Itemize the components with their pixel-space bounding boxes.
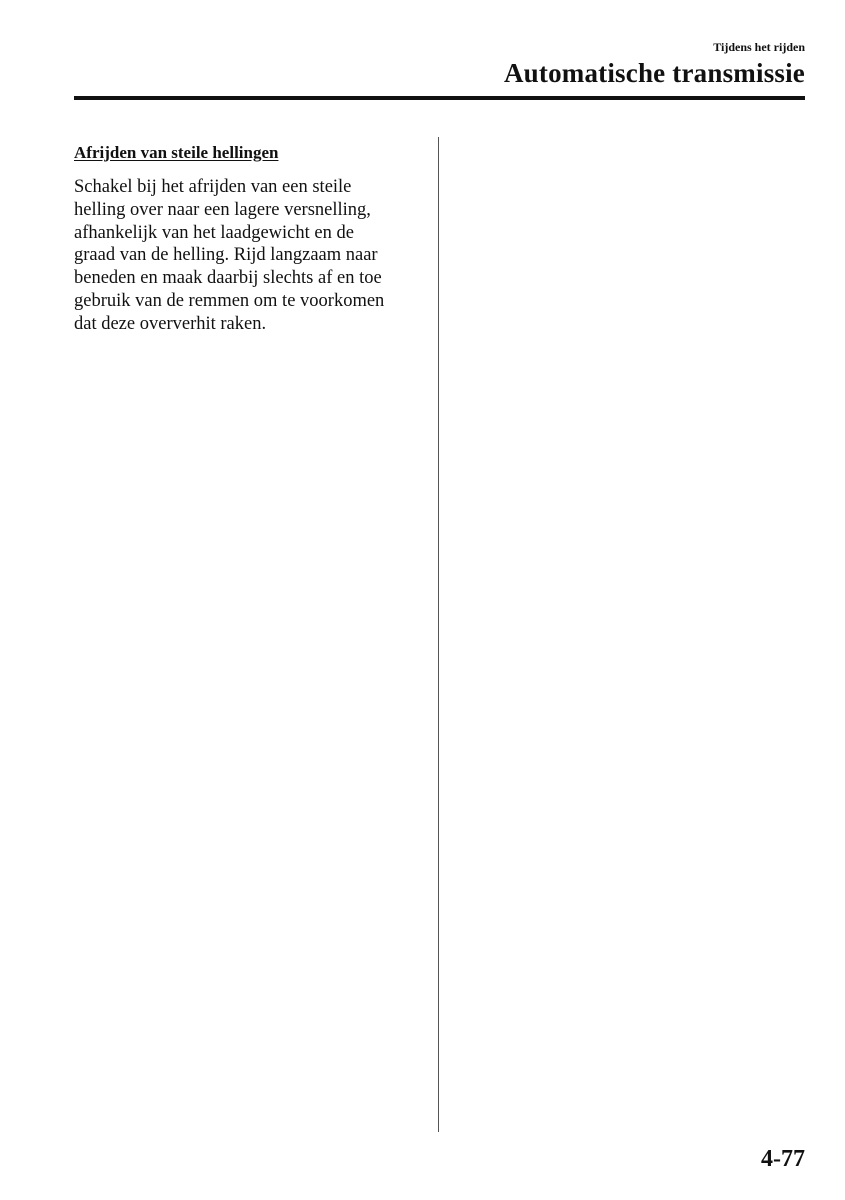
chapter-name: Tijdens het rijden — [713, 40, 805, 54]
page-number: 4-77 — [761, 1146, 805, 1172]
page-header — [504, 40, 805, 89]
left-column — [74, 142, 424, 336]
column-divider — [438, 137, 439, 1132]
header-divider — [74, 96, 805, 100]
section-body: Schakel bij het afrijden van een steile helling over naar een lagere versnelling, afhankelijk van het laadgewicht en de graad van de helling. Rijd langzaam naar beneden en maak daarbij slechts af en toe gebruik van de remmen om te voorkomen dat deze oververhit raken. — [74, 177, 385, 334]
page-title: Automatische transmissie — [503, 58, 805, 88]
section-heading: Afrijden van steile hellingen — [74, 143, 279, 162]
